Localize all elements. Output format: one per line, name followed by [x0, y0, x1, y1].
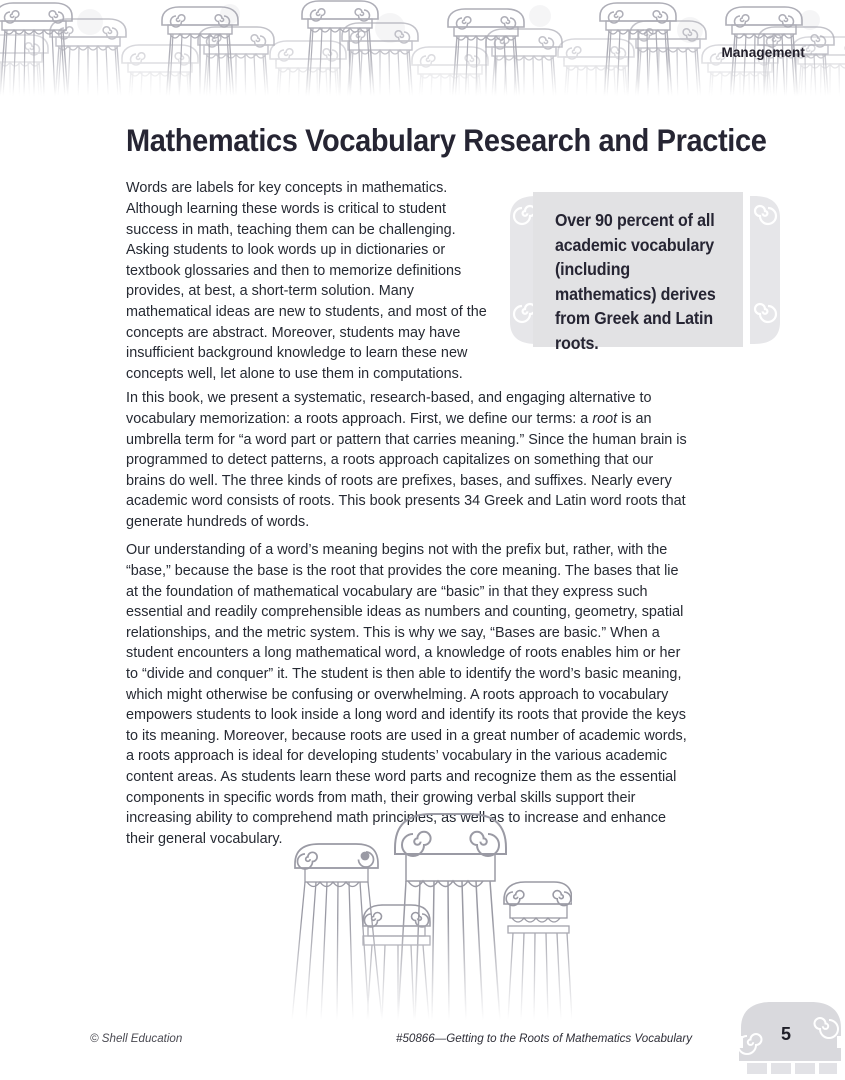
- paragraph-2-italic-term: root: [592, 410, 618, 427]
- page-number-badge: [725, 990, 845, 1075]
- body-paragraph-2: [126, 388, 692, 532]
- footer-book-reference: #50866—Getting to the Roots of Mathematics Vocabulary: [396, 1032, 693, 1045]
- ionic-volute-right-icon: [750, 186, 784, 354]
- footer-copyright: © Shell Education: [90, 1032, 183, 1045]
- body-paragraph-1: Words are labels for key concepts in mathematics. Although learning these words is critical to student success in math, teaching them can be challenging. Asking students to look words up in dictionaries or textbook glossaries and then to memorize definitions provides, at best, a short-term solution. Many mathematical ideas are new to students, and most of the concepts are abstract. Moreover, students may have insufficient background knowledge to learn these new concepts well, let alone to use them in computations.: [126, 180, 487, 382]
- paragraph-2-tail: is an umbrella term for “a word part or pattern that carries meaning.” Since the human brain is programmed to detect patterns, a roots approach capitalizes on something that our brains do well. The three kinds of roots are prefixes, bases, and suffixes. Nearly every academic word consists of roots. This book presents 34 Greek and Latin word roots that generate hundreds of words.: [126, 410, 687, 530]
- pull-quote-callout: [506, 186, 790, 354]
- ionic-columns-illustration-icon: [272, 808, 572, 1020]
- header-section-label: Management: [721, 45, 805, 60]
- page-title: Mathematics Vocabulary Research and Practice: [126, 122, 767, 159]
- ionic-columns-band-icon: [0, 0, 845, 96]
- body-paragraph-3: Our understanding of a word’s meaning begins not with the prefix but, rather, with the “base,” because the base is the root that provides the core meaning. The bases that lie at the foundation of mathematical vocabulary are “basic” in that they express such essential and readily comprehensible ideas as numbers and counting, geometry, spatial relationships, and the metric system. This is why we say, “Bases are basic.” When a student encounters a long mathematical word, a knowledge of roots enables him or her to “divide and conquer” it. The student is then able to identify the word’s basic meaning, which might otherwise be confusing or overwhelming. A roots approach to vocabulary empowers students to look inside a long word and identify its roots that provide the keys to its meaning. Moreover, because roots are used in a great number of academic words, a roots approach is ideal for developing students’ vocabulary in the various academic content areas. As students learn these word parts and recognize them as the essential components in specific words from math, their growing verbal skills support their increasing ability to comprehend math principles, as well as to increase and enhance their general vocabulary.: [126, 542, 687, 847]
- callout-text: Over 90 percent of all academic vocabulary (including mathematics) derives from Greek and Latin roots.: [555, 210, 716, 353]
- page-footer: [0, 1018, 845, 1075]
- paragraph-2-lead: In this book, we present a systematic, research-based, and engaging alternative to vocabulary memorization: a roots approach. First, we define our terms: a: [126, 390, 652, 427]
- page-number: 5: [780, 1024, 791, 1044]
- page-header-band: [0, 0, 845, 96]
